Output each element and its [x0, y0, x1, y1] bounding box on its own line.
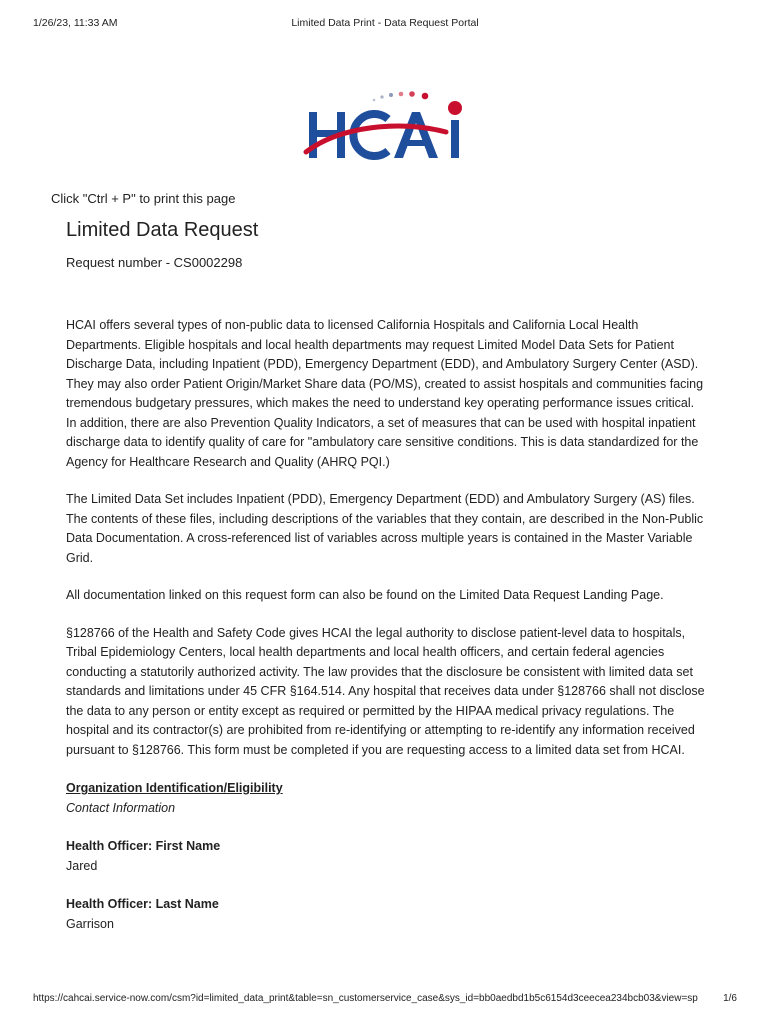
last-name-value: Garrison: [66, 917, 114, 931]
print-page-title: Limited Data Print - Data Request Portal: [291, 17, 479, 29]
request-content: [66, 216, 706, 934]
hcai-logo: [300, 86, 480, 166]
page-url: https://cahcai.service-now.com/csm?id=limited_data_print&table=sn_customerservice_case&sys_id=bb0aedbd1b5c6154d3ceecea234bcb03&view=sp: [33, 993, 698, 1004]
request-number: Request number - CS0002298: [66, 255, 243, 270]
print-instruction: Click "Ctrl + P" to print this page: [51, 191, 236, 206]
first-name-label: Health Officer: First Name: [66, 839, 221, 853]
hcai-logo-graphic: [300, 86, 480, 166]
first-name-value: Jared: [66, 859, 98, 873]
last-name-label: Health Officer: Last Name: [66, 897, 219, 911]
documentation-paragraph: All documentation linked on this request form can also be found on the Limited Data Request Landing Page.: [66, 588, 664, 602]
print-header: [0, 17, 770, 31]
page-title: Limited Data Request: [66, 219, 259, 241]
print-datetime: 1/26/23, 11:33 AM: [33, 17, 118, 29]
legal-authority-paragraph: §128766 of the Health and Safety Code gives HCAI the legal authority to disclose patient-level data to hospitals, Tribal Epidemiology Centers, local health departments and local health officers, and certain federal agencies conducting a statutorily authorized activity. The law provides that the disclosure be consistent with limited data set standards and limitations under 45 CFR §164.514. Any hospital that receives data under §128766 shall not disclose the data to any person or entity except as required or permitted by the HIPAA medical privacy regulations. The hospital and its contractor(s) are prohibited from re-identifying or attempting to re-identify any information received pursuant to §128766. This form must be completed if you are requesting access to a limited data set from HCAI.: [66, 625, 705, 757]
limited-data-set-paragraph: The Limited Data Set includes Inpatient (PDD), Emergency Department (EDD) and Ambulatory Surgery (AS) files. The contents of these files, including descriptions of the variables that they contain, are described in the Non-Public Data Documentation. A cross-referenced list of variables across multiple years is contained in the Master Variable Grid.: [66, 492, 704, 565]
page-number: 1/6: [723, 993, 737, 1004]
section-subtitle: Contact Information: [66, 801, 176, 815]
intro-paragraph: HCAI offers several types of non-public data to licensed California Hospitals and California Local Health Departments. Eligible hospitals and local health departments may request Limited Model Data Sets for Patient Discharge Data, including Inpatient (PDD), Emergency Department (EDD), and Ambulatory Surgery Center (ASD). They may also order Patient Origin/Market Share data (PO/MS), created to assist hospitals and communities facing tremendous budgetary pressures, which makes the need to understand key operating performance issues critical. In addition, there are also Prevention Quality Indicators, a set of measures that can be used with hospital inpatient discharge data to identify quality of care for "ambulatory care sensitive conditions. This is data standardized for the Agency for Healthcare Research and Quality (AHRQ PQI.): [66, 318, 704, 469]
section-title: Organization Identification/Eligibility: [66, 781, 283, 795]
